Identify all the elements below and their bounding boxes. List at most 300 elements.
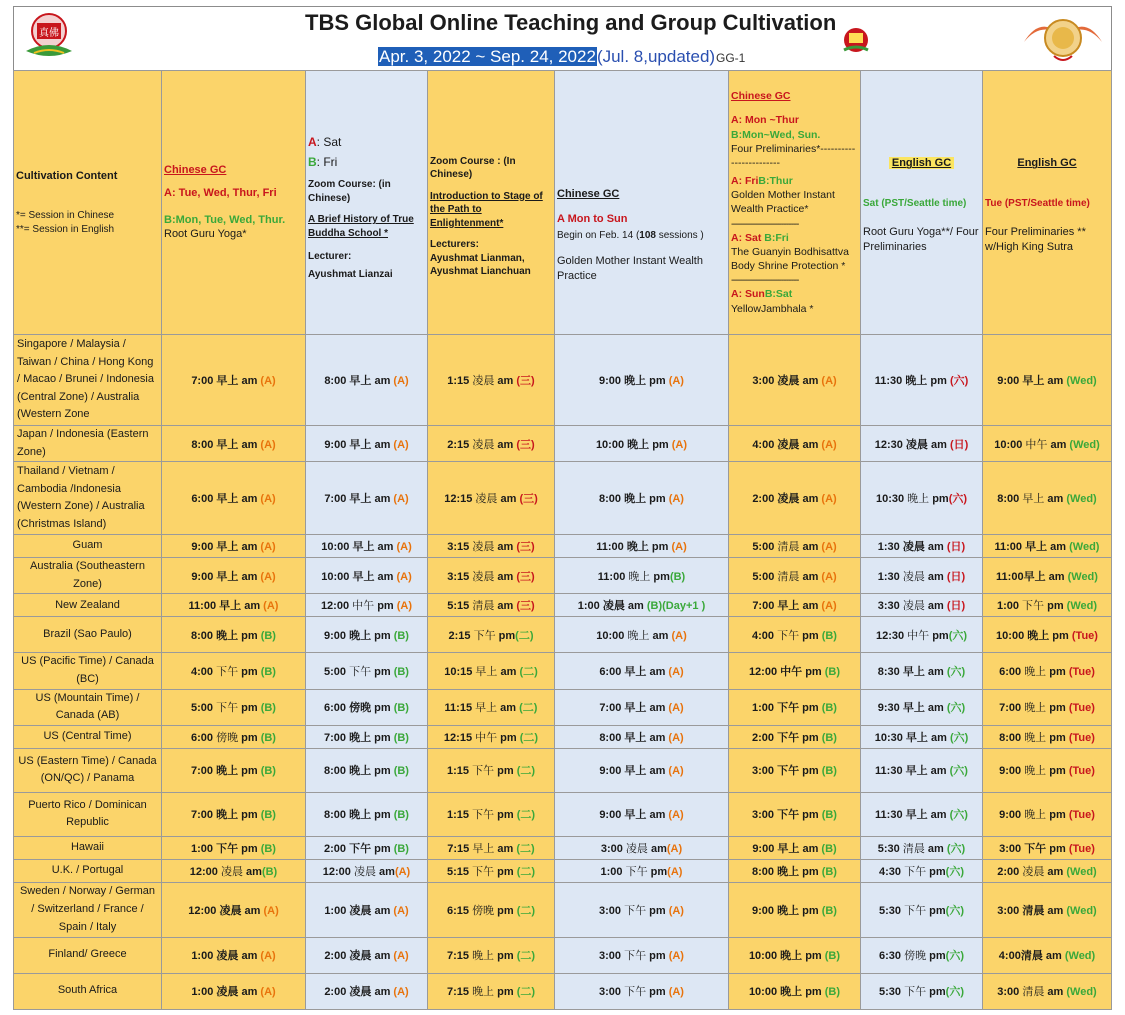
time-value: 2:00 (324, 986, 350, 999)
am-pm-label: pm (1046, 809, 1069, 822)
time-cell (162, 725, 306, 748)
col2-lecturer-label: Lecturer: (308, 251, 352, 263)
time-period-chinese: 凌晨 (216, 950, 239, 963)
time-cell (306, 335, 428, 426)
time-cell (861, 937, 983, 973)
time-cell (306, 535, 428, 558)
time-cell (428, 748, 555, 792)
am-pm-label: pm (926, 904, 946, 917)
am-pm-label: am (649, 629, 672, 642)
time-cell (983, 859, 1112, 882)
time-value: 12:00 (322, 865, 354, 878)
legend-chinese: *= Session in Chinese (16, 210, 115, 222)
location-cell: Guam (14, 535, 162, 558)
time-cell (729, 882, 861, 937)
session-tag: (三) (516, 600, 535, 613)
time-cell (306, 689, 428, 725)
session-tag: (二) (516, 950, 536, 963)
session-tag: (Wed) (1066, 493, 1097, 506)
time-value: 3:15 (447, 541, 473, 554)
session-tag: (三) (519, 493, 538, 506)
header-zoom-history (306, 71, 428, 335)
time-cell (861, 462, 983, 535)
am-pm-label: am (924, 570, 947, 583)
am-pm-label: pm (1044, 600, 1067, 613)
col6-practice: Root Guru Yoga**/ Four Preliminaries (863, 225, 979, 253)
time-period-chinese: 早上 (905, 731, 928, 744)
am-pm-label: am (238, 375, 261, 387)
time-cell (861, 558, 983, 594)
session-tag: (A) (668, 809, 684, 822)
time-period-chinese: 早上 (777, 842, 800, 855)
time-cell (306, 725, 428, 748)
time-period-chinese: 晚上 (1024, 665, 1047, 678)
time-value: 2:15 (447, 438, 473, 451)
am-pm-label: am (799, 375, 822, 387)
am-pm-label: am (646, 809, 669, 822)
time-cell (861, 882, 983, 937)
time-period-chinese: 凌晨 (472, 375, 495, 387)
time-value: 11:30 (875, 765, 906, 778)
time-value: 9:00 (997, 375, 1023, 387)
time-period-chinese: 晚上 (777, 865, 800, 878)
time-period-chinese: 早上 (1025, 541, 1048, 554)
session-tag: (六) (946, 842, 966, 855)
time-period-chinese: 傍晚 (349, 702, 372, 715)
time-cell (306, 426, 428, 462)
am-pm-label: am (799, 541, 822, 554)
time-period-chinese: 早上 (475, 702, 498, 715)
am-pm-label: pm (374, 600, 397, 613)
session-tag: (二) (519, 665, 538, 678)
time-cell (428, 594, 555, 617)
session-tag: (Tue) (1068, 809, 1095, 822)
session-tag: (A) (260, 493, 276, 506)
time-cell (861, 617, 983, 653)
am-pm-label: pm (802, 665, 825, 678)
session-tag: (A) (393, 904, 409, 917)
time-value: 10:30 (875, 493, 908, 506)
time-period-chinese: 凌晨 (905, 438, 928, 451)
col6-day: Sat (PST/Seattle time) (863, 198, 967, 210)
time-value: 7:00 (752, 600, 778, 613)
time-value: 11:30 (875, 809, 906, 822)
session-tag: (六) (945, 865, 964, 878)
time-cell (729, 725, 861, 748)
am-pm-label: am (494, 541, 517, 554)
header-chinese-gc-multi (729, 71, 861, 335)
am-pm-label: am (1042, 950, 1065, 963)
session-tag: (六) (946, 702, 966, 715)
session-tag: (Tue) (1071, 629, 1098, 642)
time-value: 12:30 (875, 629, 908, 642)
am-pm-label: pm (646, 904, 669, 917)
time-cell (983, 653, 1112, 689)
am-pm-label: am (494, 375, 517, 387)
session-tag: (A) (821, 375, 837, 387)
time-value: 10:00 (994, 438, 1026, 451)
am-pm-label: pm (799, 702, 822, 715)
col5-heading: Chinese GC (731, 90, 791, 103)
am-pm-label: am (371, 438, 394, 451)
session-tag: (A) (396, 541, 412, 554)
header-zoom-stage-path (428, 71, 555, 335)
am-pm-label: am (1044, 865, 1067, 878)
session-tag: (六) (946, 665, 966, 678)
session-tag: (日) (946, 600, 966, 613)
time-cell (306, 653, 428, 689)
am-pm-label: pm (238, 765, 261, 778)
session-tag: (A) (671, 541, 687, 554)
location-cell: Singapore / Malaysia / Taiwan / China / Hong Kong / Macao / Brunei / Indonesia (Central Zone) / Australia (Western Zone (14, 335, 162, 426)
am-pm-label: pm (646, 375, 669, 387)
time-period-chinese: 下午 (777, 809, 800, 822)
am-pm-label: am (646, 665, 669, 678)
time-cell (861, 594, 983, 617)
col5-b1: B:Mon~Wed, Sun. (731, 128, 821, 141)
am-pm-label: am (497, 493, 520, 506)
session-tag: (B) (393, 629, 409, 642)
am-pm-label: am (494, 570, 517, 583)
time-value: 3:00 (999, 842, 1025, 855)
time-period-chinese: 清晨 (777, 570, 800, 583)
session-tag: (B) (824, 950, 841, 963)
time-value: 6:00 (599, 665, 625, 678)
am-pm-label: am (238, 438, 261, 451)
am-pm-label: am (799, 570, 822, 583)
header-cultivation-content (14, 71, 162, 335)
time-value: 5:00 (752, 541, 778, 554)
location-cell: US (Central Time) (14, 725, 162, 748)
time-value: 11:00 (597, 570, 629, 583)
am-pm-label: pm (494, 950, 517, 963)
time-value: 9:00 (599, 375, 625, 387)
col2-b-prefix: B (308, 155, 317, 169)
time-period-chinese: 晚上 (472, 950, 495, 963)
time-period-chinese: 下午 (216, 842, 239, 855)
time-value: 10:30 (874, 731, 906, 744)
location-cell: Sweden / Norway / German / Switzerland / France / Spain / Italy (14, 882, 162, 937)
time-cell (428, 535, 555, 558)
col4-begin-note (557, 229, 726, 243)
time-value: 9:00 (752, 904, 778, 917)
session-tag: (B) (669, 570, 686, 583)
time-value: 3:00 (752, 809, 778, 822)
time-cell (428, 653, 555, 689)
am-pm-label: pm (648, 541, 672, 554)
am-pm-label: am (238, 986, 261, 999)
time-value: 7:15 (446, 950, 473, 963)
time-cell (729, 792, 861, 836)
time-value: 6:00 (191, 731, 217, 744)
time-value: 2:00 (324, 950, 350, 963)
time-period-chinese: 凌晨 (902, 600, 925, 613)
session-tag: (B) (260, 665, 276, 678)
am-pm-label: pm (371, 809, 394, 822)
time-cell (983, 426, 1112, 462)
col4-session-count: 108 (639, 229, 656, 241)
time-period-chinese: 早上 (624, 702, 647, 715)
session-tag: (A) (668, 493, 684, 506)
am-pm-label: am (927, 438, 950, 451)
time-cell (861, 689, 983, 725)
time-cell (428, 937, 555, 973)
time-value: 3:00 (752, 375, 778, 387)
time-period-chinese: 下午 (904, 904, 927, 917)
time-value: 9:00 (599, 765, 625, 778)
time-value: 11:15 (444, 702, 476, 715)
time-value: 10:00 (748, 950, 781, 963)
time-period-chinese: 晚上 (472, 986, 495, 999)
time-value: 3:15 (447, 570, 473, 583)
session-tag: (Tue) (1068, 765, 1095, 778)
time-period-chinese: 凌晨 (1022, 865, 1045, 878)
time-value: 12:00 (748, 665, 781, 678)
session-tag: (B) (260, 842, 276, 855)
session-tag: (B) (393, 765, 409, 778)
time-cell (162, 558, 306, 594)
date-range (378, 47, 715, 67)
time-period-chinese: 下午 (777, 765, 800, 778)
time-value: 12:15 (444, 493, 476, 506)
header-cultivation-title: Cultivation Content (16, 169, 118, 182)
time-cell (162, 617, 306, 653)
am-pm-label: pm (371, 665, 394, 678)
am-pm-label: pm (371, 842, 394, 855)
am-pm-label: am (1047, 541, 1070, 554)
col4-begin-post: sessions ) (655, 229, 704, 241)
am-pm-label: am (371, 904, 394, 917)
am-pm-label: am (1045, 570, 1068, 583)
time-cell (555, 426, 729, 462)
time-cell (306, 462, 428, 535)
location-cell: U.K. / Portugal (14, 859, 162, 882)
time-cell (162, 535, 306, 558)
time-period-chinese: 早上 (216, 493, 239, 506)
time-period-chinese: 早上 (902, 702, 925, 715)
am-pm-label: am (371, 493, 394, 506)
session-tag: (A) (393, 950, 409, 963)
session-tag: (A) (671, 629, 687, 642)
time-cell (861, 725, 983, 748)
time-value: 8:00 (752, 865, 778, 878)
time-cell (306, 836, 428, 859)
am-pm-label: pm (495, 629, 516, 642)
am-pm-label: am (371, 950, 394, 963)
time-cell (162, 973, 306, 1009)
time-cell (162, 859, 306, 882)
session-tag: (A) (668, 375, 684, 387)
time-period-chinese: 清晨 (902, 842, 925, 855)
time-value: 11:00 (994, 541, 1026, 554)
time-cell (555, 462, 729, 535)
tbs-net-logo-icon (826, 24, 1001, 58)
time-value: 8:00 (599, 493, 625, 506)
am-pm-label: pm (1046, 702, 1069, 715)
session-tag: (A) (821, 600, 837, 613)
time-value: 10:00 (321, 570, 353, 583)
am-pm-label: am (624, 600, 647, 613)
time-cell (729, 335, 861, 426)
session-tag: (Wed) (1067, 570, 1098, 583)
time-value: 4:00 (752, 438, 778, 451)
time-cell (555, 748, 729, 792)
time-period-chinese: 早上 (624, 665, 647, 678)
time-period-chinese: 早上 (216, 541, 239, 554)
time-period-chinese: 晚上 (216, 765, 239, 778)
time-value: 3:00 (997, 986, 1023, 999)
session-tag: (A) (666, 842, 683, 855)
session-tag: (B) (821, 904, 837, 917)
am-pm-label: am (799, 600, 822, 613)
time-value: 6:15 (446, 904, 473, 917)
time-period-chinese: 早上 (216, 570, 239, 583)
time-period-chinese: 早上 (352, 541, 375, 554)
time-period-chinese: 中午 (780, 665, 803, 678)
time-period-chinese: 早上 (216, 375, 239, 387)
time-cell (729, 617, 861, 653)
col5-p3: The Guanyin Bodhisattva Body Shrine Protection * (731, 245, 849, 273)
time-cell (983, 748, 1112, 792)
session-tag: (六) (949, 809, 968, 822)
session-tag: (B) (821, 731, 837, 744)
time-value: 1:30 (877, 570, 903, 583)
col4-begin-pre: Begin on Feb. 14 ( (557, 229, 640, 241)
col2-topic: A Brief History of True Buddha School * (308, 214, 414, 239)
time-period-chinese: 晚上 (349, 809, 372, 822)
session-tag: (A) (821, 541, 837, 554)
schedule-row (14, 882, 1112, 937)
time-period-chinese: 早上 (1022, 375, 1045, 387)
am-pm-label: am (371, 375, 394, 387)
session-tag: (A) (668, 904, 684, 917)
time-period-chinese: 中午 (907, 629, 930, 642)
time-value: 12:15 (443, 731, 476, 744)
col3-topic: Introduction to Stage of the Path to Enlightenment* (430, 190, 543, 229)
time-value: 7:00 (999, 702, 1025, 715)
time-cell (555, 689, 729, 725)
time-period-chinese: 早上 (905, 765, 928, 778)
time-value: 11:30 (874, 375, 906, 387)
col3-course: Zoom Course : (In Chinese) (430, 155, 516, 180)
time-cell (983, 937, 1112, 973)
am-pm-label: am (924, 600, 947, 613)
time-cell (555, 792, 729, 836)
time-period-chinese: 凌晨 (349, 904, 372, 917)
session-tag: (二) (519, 731, 539, 744)
time-period-chinese: 凌晨 (902, 570, 925, 583)
time-cell (729, 836, 861, 859)
time-value: 1:15 (446, 809, 473, 822)
am-pm-label: pm (238, 702, 261, 715)
time-cell (162, 836, 306, 859)
location-cell: Thailand / Vietnam / Cambodia /Indonesia (Western Zone) / Australia (Christmas Island) (14, 462, 162, 535)
am-pm-label: am (497, 702, 520, 715)
time-cell (162, 748, 306, 792)
time-value: 5:00 (191, 702, 217, 715)
time-value: 10:00 (996, 629, 1028, 642)
time-period-chinese: 早上 (219, 600, 242, 613)
time-cell (983, 335, 1112, 426)
time-period-chinese: 凌晨 (475, 493, 498, 506)
session-tag: (A) (668, 986, 684, 999)
session-tag: (二) (516, 865, 536, 878)
time-cell (983, 594, 1112, 617)
am-pm-label: am (927, 731, 950, 744)
time-period-chinese: 下午 (472, 809, 495, 822)
time-value: 3:00 (599, 950, 625, 963)
time-period-chinese: 早上 (902, 665, 925, 678)
am-pm-label: am (1044, 375, 1067, 387)
time-cell (729, 558, 861, 594)
session-tag: (B) (821, 865, 837, 878)
session-tag: (B) (393, 731, 409, 744)
schedule-row (14, 937, 1112, 973)
time-cell (729, 535, 861, 558)
col5-p2: Golden Mother Instant Wealth Practice* (731, 189, 835, 216)
time-value: 9:00 (191, 570, 217, 583)
time-cell (428, 689, 555, 725)
session-tag: (B) (260, 629, 276, 642)
time-period-chinese: 凌晨 (349, 986, 372, 999)
session-tag: (六) (948, 629, 968, 642)
time-period-chinese: 早上 (624, 809, 647, 822)
time-value: 9:30 (877, 702, 903, 715)
time-value: 7:00 (324, 731, 350, 744)
session-tag: (Tue) (1068, 665, 1095, 678)
time-period-chinese: 凌晨 (777, 438, 800, 451)
time-period-chinese: 早上 (352, 570, 375, 583)
time-value: 3:00 (997, 904, 1023, 917)
time-cell (306, 792, 428, 836)
session-tag: (A) (396, 570, 412, 583)
time-cell (983, 725, 1112, 748)
am-pm-label: am (924, 665, 947, 678)
time-period-chinese: 下午 (624, 986, 647, 999)
col5-p4: YellowJambhala * (731, 302, 814, 315)
am-pm-label: pm (494, 765, 517, 778)
am-pm-label: am (927, 809, 950, 822)
tbs-logo-left-icon (20, 11, 78, 63)
time-period-chinese: 凌晨 (353, 865, 376, 878)
time-period-chinese: 晚上 (1024, 809, 1047, 822)
session-tag: (二) (516, 904, 536, 917)
time-value: 10:00 (748, 986, 781, 999)
time-period-chinese: 早上 (472, 842, 495, 855)
time-period-chinese: 晚上 (1024, 731, 1047, 744)
location-cell: Puerto Rico / Dominican Republic (14, 792, 162, 836)
session-tag: (Wed) (1066, 904, 1097, 917)
schedule-row (14, 594, 1112, 617)
time-value: 1:00 (600, 865, 626, 878)
time-value: 9:00 (999, 765, 1025, 778)
col2-a-day: : Sat (316, 134, 342, 149)
time-cell (162, 426, 306, 462)
session-tag: (三) (516, 375, 535, 387)
am-pm-label: am (924, 541, 947, 554)
date-range-updated: (Jul. 8,updated) (596, 47, 716, 66)
location-cell: US (Mountain Time) / Canada (AB) (14, 689, 162, 725)
time-value: 5:15 (447, 600, 473, 613)
session-tag: (Wed) (1066, 865, 1097, 878)
session-tag: (六) (945, 904, 964, 917)
session-tag: (日) (946, 570, 966, 583)
time-value: 8:00 (191, 438, 217, 451)
am-pm-label: am (927, 765, 950, 778)
schedule-row (14, 535, 1112, 558)
date-range-selected[interactable]: Apr. 3, 2022 ~ Sep. 24, 2022 (379, 47, 596, 66)
time-cell (555, 558, 729, 594)
